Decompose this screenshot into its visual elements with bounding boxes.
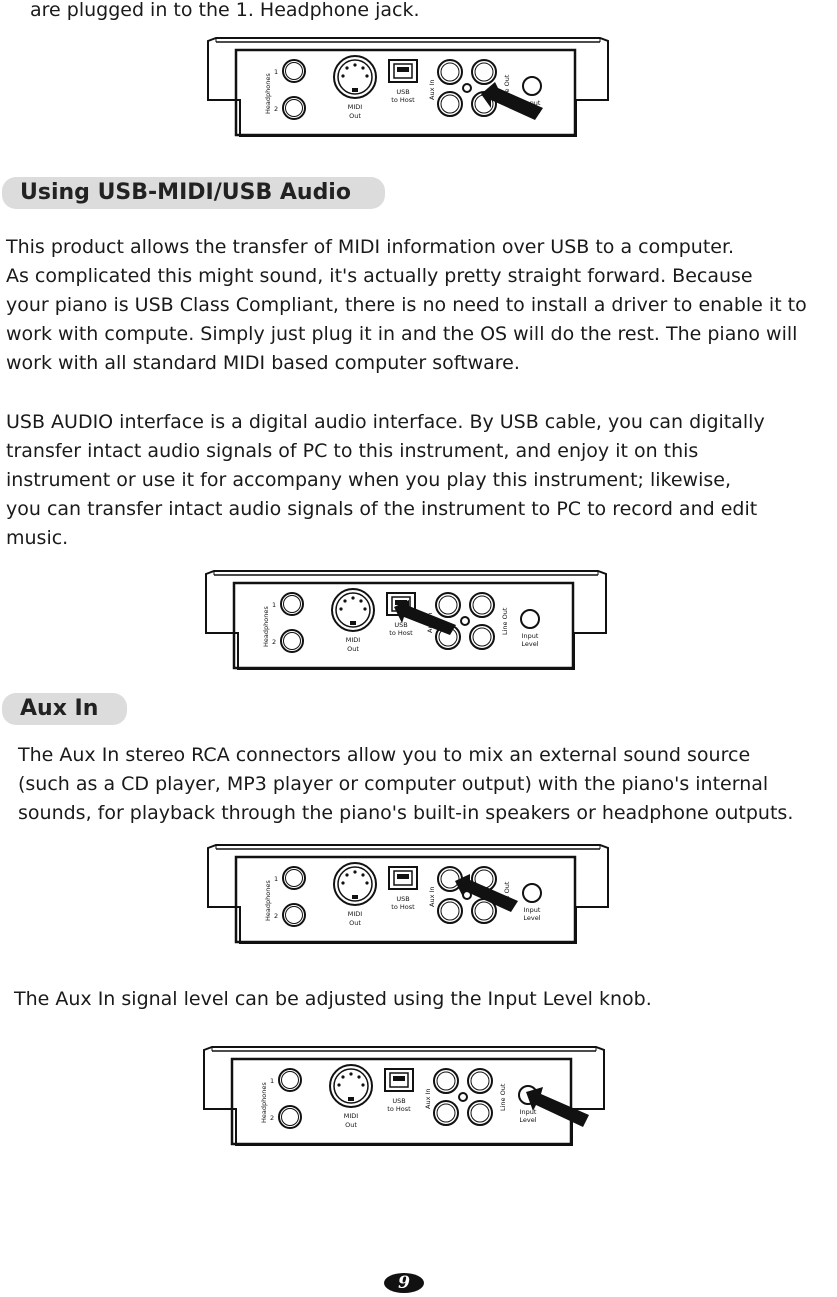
aux-para1-line: The Aux In stereo RCA connectors allow you to mix an external sound source [18, 744, 751, 766]
aux-para1-line: (such as a CD player, MP3 player or computer output) with the piano's internal [18, 773, 769, 795]
page-number: 9 [384, 1273, 424, 1293]
section-heading-usb-label: Using USB-MIDI/USB Audio [20, 180, 351, 205]
usb-para1-line: As complicated this might sound, it's actually pretty straight forward. Because [6, 265, 753, 287]
section-heading-aux-label: Aux In [20, 696, 99, 721]
aux-paragraph-2: The Aux In signal level can be adjusted using the Input Level knob. [14, 988, 652, 1010]
rear-panel-diagram-usb [206, 571, 606, 671]
usb-para2-line: music. [6, 527, 69, 549]
usb-para1-line: work with compute. Simply just plug it in and the OS will do the rest. The piano will [6, 323, 798, 345]
usb-para2-line: USB AUDIO interface is a digital audio interface. By USB cable, you can digitally [6, 411, 765, 433]
usb-para1-line: This product allows the transfer of MIDI information over USB to a computer. [6, 236, 735, 258]
rear-panel-diagram-aux-in [208, 845, 608, 945]
usb-para2-line: you can transfer intact audio signals of the instrument to PC to record and edit [6, 498, 758, 520]
section-heading-aux [2, 693, 127, 725]
usb-para1-line: your piano is USB Class Compliant, there is no need to install a driver to enable it to [6, 294, 807, 316]
usb-para2-line: transfer intact audio signals of PC to this instrument, and enjoy it on this [6, 440, 699, 462]
section-heading-usb [2, 177, 385, 209]
rear-panel-diagram-headphones [208, 38, 608, 138]
usb-para2-line: instrument or use it for accompany when you play this instrument; likewise, [6, 469, 731, 491]
aux-para1-line: sounds, for playback through the piano's built-in speakers or headphone outputs. [18, 802, 794, 824]
usb-para1-line: work with all standard MIDI based computer software. [6, 352, 520, 374]
rear-panel-diagram-input-level [204, 1047, 604, 1147]
intro-text: are plugged in to the 1. Headphone jack. [30, 0, 420, 21]
